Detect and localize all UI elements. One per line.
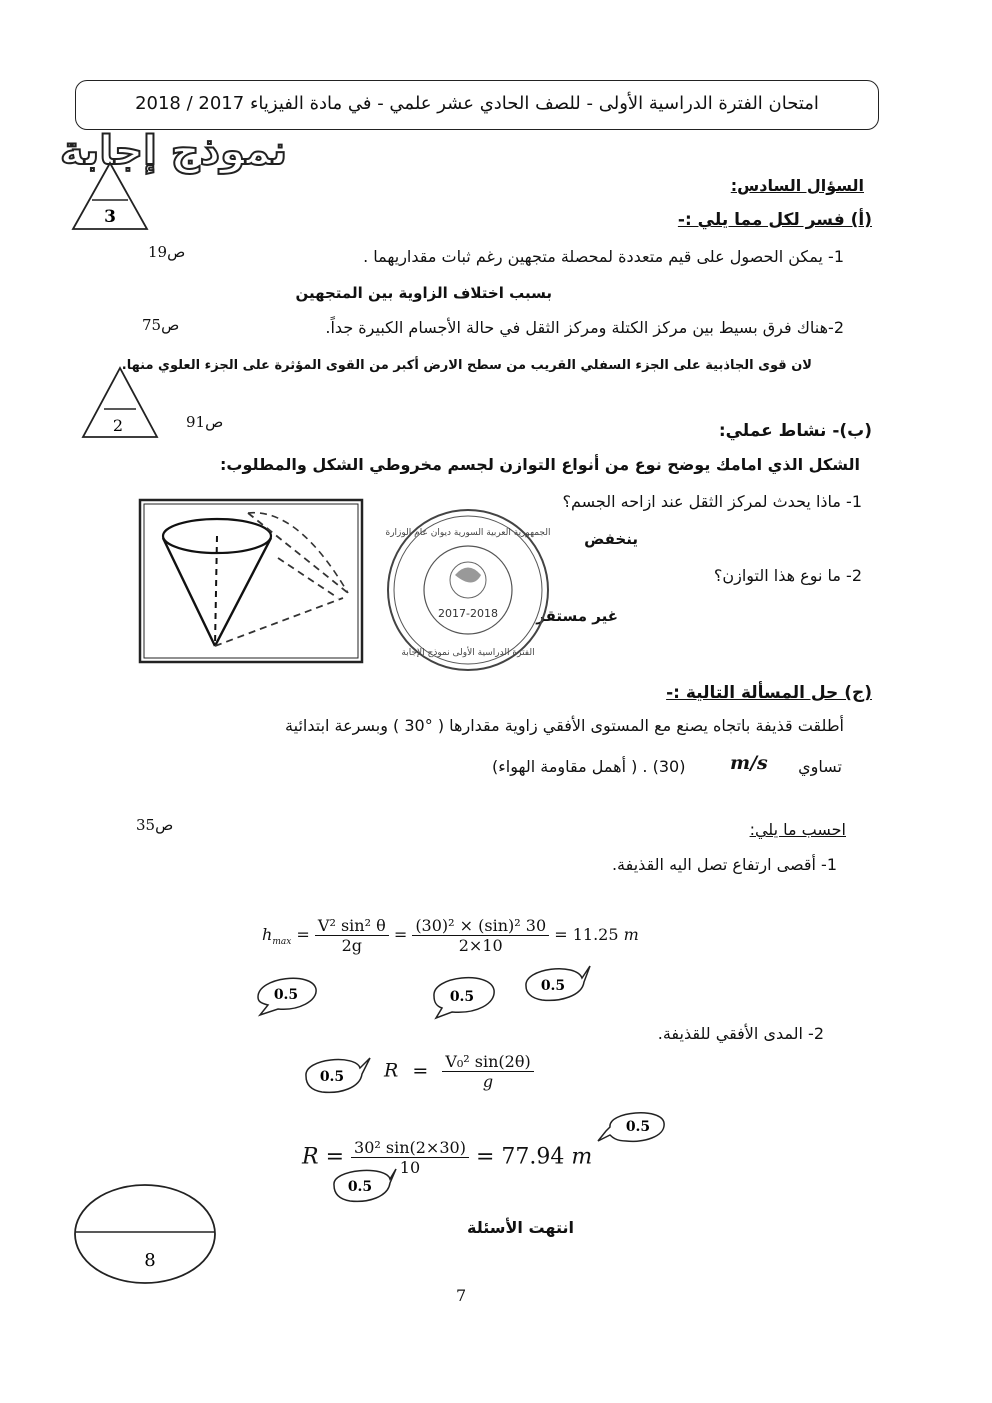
part-b-a1: ينخفض xyxy=(584,530,638,548)
hmax-sub: max xyxy=(272,937,292,948)
seal-bottom-text: الفترة الدراسية الأولى نموذج الإجابة xyxy=(401,648,535,658)
part-c-q1: 1- أقصى ارتفاع تصل اليه القذيفة. xyxy=(611,855,837,874)
part-b-page: ص91 xyxy=(186,413,224,431)
score-bubble-4 xyxy=(300,1050,372,1100)
answer-model-stamp: نموذج إجابة xyxy=(60,128,288,174)
score-bubble-1 xyxy=(252,963,324,1019)
seal-text: الجمهورية العربية السورية ديوان عام الوزارة xyxy=(385,528,551,538)
score-bubble-3 xyxy=(520,960,592,1008)
part-a-label: (أ) فسر لكل مما يلي :- xyxy=(677,210,872,230)
score-triangle-2-value: 2 xyxy=(112,416,124,435)
exam-title: امتحان الفترة الدراسية الأولى - للصف الحادي عشر علمي - في مادة الفيزياء 2017 / 2018 xyxy=(135,93,819,114)
svg-text:0.5: 0.5 xyxy=(449,989,475,1005)
part-a-item1-answer: بسبب اختلاف الزاوية بين المتجهين xyxy=(295,284,552,302)
range-frac-den: g xyxy=(482,1072,494,1091)
svg-text:0.5: 0.5 xyxy=(625,1119,651,1135)
part-c-label: (ج) حل المسألة التالية :- xyxy=(666,683,872,703)
hmax-equation: $h_{max}$ = $\frac{\text{V² sin² θ}}{2g}$ = $\frac{\text{(30)² × (sin)² 30}}{2\times 10}$ = 11.25 m xyxy=(262,916,639,955)
part-a-item2-page: ص75 xyxy=(142,316,180,334)
hmax-frac1-num: V² sin² θ xyxy=(315,916,389,936)
svg-text:0.5: 0.5 xyxy=(273,987,299,1003)
score-triangle-3-value: 3 xyxy=(104,207,116,227)
problem-line2-a: تساوي xyxy=(798,757,842,776)
range2-result: = 77.94 xyxy=(475,1144,565,1170)
part-b-q2: 2- ما نوع هذا التوازن؟ xyxy=(713,566,862,585)
compute-label: احسب ما يلي: xyxy=(749,820,846,839)
score-bubble-6 xyxy=(326,1163,398,1207)
hmax-lhs: h xyxy=(262,925,273,944)
range2-frac-num: 30² sin(2×30) xyxy=(351,1138,469,1158)
hmax-frac2-num: (30)² × (sin)² 30 xyxy=(412,916,549,936)
part-c-page: ص35 xyxy=(136,816,174,834)
problem-line1: أطلقت قذيفة باتجاه يصنع مع المستوى الأفقي زاوية مقدارها ( °30 ) وبسرعة ابتدائية xyxy=(285,716,844,735)
part-a-item2: 2-هناك فرق بسيط بين مركز الكتلة ومركز الثقل في حالة الأجسام الكبيرة جداً. xyxy=(325,318,844,337)
header-box xyxy=(75,80,879,130)
hmax-result: = 11.25 xyxy=(554,925,619,944)
part-c-q2: 2- المدى الأفقي للقذيفة. xyxy=(657,1024,824,1043)
cone-figure xyxy=(138,498,364,664)
final-score-oval xyxy=(72,1182,218,1286)
range-frac-num: V₀² sin(2θ) xyxy=(442,1052,533,1072)
range2-unit: m xyxy=(571,1144,593,1170)
hmax-unit: m xyxy=(623,925,639,944)
score-triangle-3 xyxy=(70,160,150,232)
score-triangle-2 xyxy=(80,365,160,440)
hmax-frac1-den: 2g xyxy=(341,936,363,955)
range2-frac-den: 10 xyxy=(399,1158,421,1177)
final-score-value: 8 xyxy=(144,1250,156,1271)
part-a-item1: 1- يمكن الحصول على قيم متعددة لمحصلة متجهين رغم ثبات مقداريهما . xyxy=(363,247,844,266)
page-number: 7 xyxy=(456,1286,467,1305)
part-a-item1-page: ص19 xyxy=(148,243,186,261)
svg-text:0.5: 0.5 xyxy=(540,978,566,994)
score-bubble-2 xyxy=(428,964,500,1020)
hmax-frac2-den: 2×10 xyxy=(458,936,503,955)
svg-text:0.5: 0.5 xyxy=(347,1179,373,1195)
question-title: السؤال السادس: xyxy=(730,176,864,195)
official-seal xyxy=(383,505,553,675)
problem-line2-b: (30) . ( أهمل مقاومة الهواء) xyxy=(492,757,686,776)
svg-text:0.5: 0.5 xyxy=(319,1069,345,1085)
problem-unit: m/s xyxy=(730,752,768,774)
part-a-item2-answer: لان قوى الجاذبية على الجزء السفلي القريب من سطح الارض أكبر من القوى المؤثرة على الجزء العلوي منها. xyxy=(121,358,812,373)
range-result-equation: R = $\frac{\text{30² sin(2×30)}}{10}$ = 77.94 m xyxy=(302,1138,593,1177)
seal-year: 2017-2018 xyxy=(438,607,498,620)
part-b-label: (ب)- نشاط عملي: xyxy=(718,421,872,441)
range2-lhs: R xyxy=(302,1144,319,1170)
end-text: انتهت الأسئلة xyxy=(467,1218,574,1237)
range-equation: R = $\frac{\text{V₀² sin(2θ)}}{g}$ xyxy=(384,1052,534,1091)
part-b-intro: الشكل الذي امامك يوضح نوع من أنواع التوازن لجسم مخروطي الشكل والمطلوب: xyxy=(220,455,860,474)
score-bubble-5 xyxy=(596,1105,670,1151)
range-lhs: R xyxy=(384,1059,399,1082)
part-b-a2: غير مستقر xyxy=(536,607,618,625)
part-b-q1: 1- ماذا يحدث لمركز الثقل عند ازاحه الجسم؟ xyxy=(562,492,862,511)
